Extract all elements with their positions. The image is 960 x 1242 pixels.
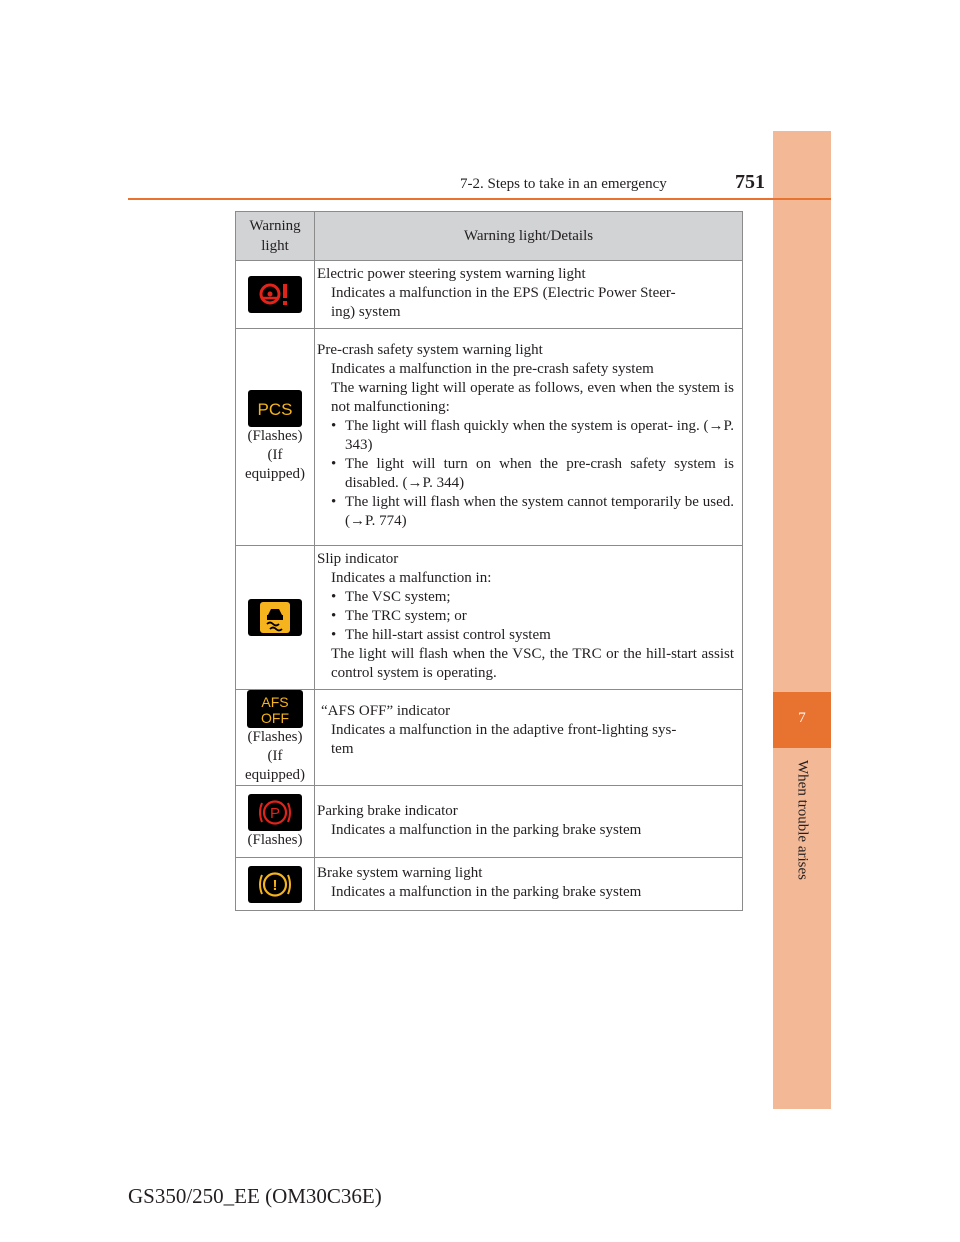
row-title: Electric power steering system warning light — [317, 266, 586, 282]
bullet-item: • The light will turn on when the pre-crash safety system is disabled. (→P. 344) — [331, 456, 734, 491]
icon-caption: (Flashes) — [247, 428, 303, 444]
table-row — [236, 546, 743, 690]
afs-icon-text: AFS — [261, 694, 289, 710]
row-detail-line: Indicates a malfunction in the parking brake system — [331, 884, 642, 900]
row-title: Parking brake indicator — [317, 802, 458, 819]
row-title: Brake system warning light — [317, 865, 483, 881]
bullet-item: • The light will flash when the system cannot temporarily be used. (→P. 774) — [331, 494, 734, 529]
row-detail-line: Indicates a malfunction in: — [331, 570, 492, 586]
table-row — [236, 261, 743, 329]
row-detail-line: Indicates a malfunction in the EPS (Electric Power Steer- — [331, 285, 676, 301]
warning-light-table — [235, 211, 743, 911]
exclaim-icon-text: ! — [272, 876, 278, 894]
row-detail-line: tem — [331, 741, 354, 757]
row-detail-line: The warning light will operate as follows, even when the system is not malfunctioning: — [331, 380, 734, 415]
chapter-number: 7 — [798, 710, 806, 726]
slip-indicator-icon — [248, 599, 302, 636]
brake-system-warning-icon — [248, 866, 302, 903]
afs-off-icon — [247, 690, 303, 728]
header-rule — [128, 198, 831, 200]
table-row — [236, 858, 743, 911]
p-icon-text: P — [269, 804, 281, 822]
bullet-item: • The VSC system; — [331, 589, 451, 605]
row-detail-line: Indicates a malfunction in the pre-crash safety system — [331, 361, 654, 377]
row-detail-line: The light will flash when the VSC, the TRC or the hill-start assist control system is operating. — [331, 646, 734, 681]
page-number: 751 — [735, 171, 765, 193]
bullet-item: • The TRC system; or — [331, 608, 467, 624]
chapter-tab — [773, 131, 831, 1109]
table-header-row — [236, 212, 743, 261]
bullet-item: • The hill-start assist control system — [331, 627, 551, 643]
row-detail-line: Indicates a malfunction in the parking brake system — [331, 821, 642, 838]
icon-caption-2: (If equipped) — [245, 748, 305, 783]
icon-caption: (Flashes) — [247, 729, 303, 745]
table-row — [236, 329, 743, 546]
section-title: 7-2. Steps to take in an emergency — [460, 176, 667, 192]
off-icon-text: OFF — [261, 710, 289, 726]
table-row — [236, 786, 743, 858]
manual-code: GS350/250_EE (OM30C36E) — [128, 1184, 382, 1208]
icon-caption: (Flashes) — [247, 831, 303, 848]
icon-caption-2: (If equipped) — [245, 447, 305, 482]
col-warning-light-header: Warning light — [236, 212, 315, 261]
row-detail-line: ing) system — [331, 304, 401, 320]
pcs-warning-icon — [248, 390, 302, 427]
row-title: Pre-crash safety system warning light — [317, 342, 543, 358]
row-title: Slip indicator — [317, 551, 399, 567]
col-details-header: Warning light/Details — [315, 212, 743, 261]
row-detail-line: Indicates a malfunction in the adaptive front-lighting sys- — [331, 722, 677, 738]
row-title: “AFS OFF” indicator — [321, 703, 451, 719]
bullet-item: • The light will flash quickly when the system is operat- ing. (→P. 343) — [331, 418, 734, 453]
table-row — [236, 690, 743, 786]
chapter-title: When trouble arises — [794, 760, 811, 880]
eps-warning-icon — [248, 276, 302, 313]
parking-brake-icon — [248, 794, 302, 831]
pcs-icon-text: PCS — [257, 400, 293, 419]
